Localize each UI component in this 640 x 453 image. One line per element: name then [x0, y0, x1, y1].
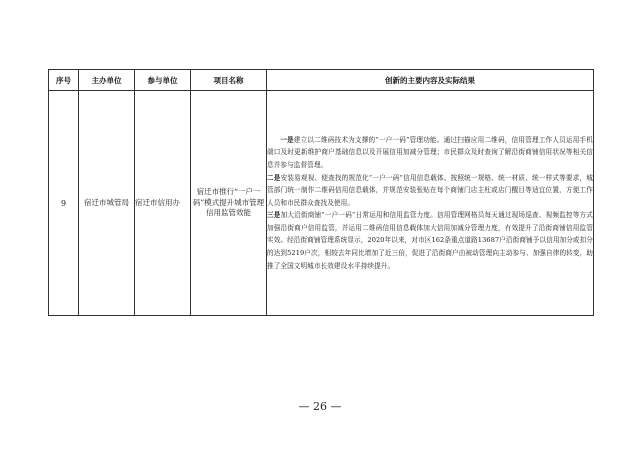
row-content-results: [267, 91, 594, 316]
paragraph-1-lead: 一是: [280, 135, 294, 144]
paragraph-1-text: 建立以二维码技术为支撑的“一户一码”管理功能。通过扫描应用二维码，信用管理工作人员运用手机端口及时更新维护商户基础信息以及开展信用加减分管理；市民群众及时查询了解沿街商铺信用状况等相关信息并参与监督管理。: [267, 135, 593, 169]
content-paragraph-2: [267, 172, 593, 210]
header-participant-unit: 参与单位: [135, 70, 191, 91]
table-header-row: [49, 70, 594, 91]
page-number: — 26 —: [298, 400, 342, 413]
paragraph-3-text: 加大沿街商铺“一户一码”日常运用和信用监管力度。信用管理网格员每天通过现场巡查、视频监控等方式加强沿街商户信用监管，并运用二维码信用信息载体加大信用加减分管理力度，有效提升了沿街商铺信用监管实效。经沿街商铺管理系统显示，2020年以来，对市区162条重点道路13687户沿街商铺予以信用加分或扣分的达到5219户次，相较去年同比增加了近三倍，促进了沿街商户由被动管理向主动参与、加强自律的转变，助推了全国文明城市长效建设水平持续提升。: [267, 211, 593, 270]
paragraph-2-lead: 二是: [267, 173, 281, 182]
header-number: 序号: [49, 70, 79, 91]
header-host-unit: 主办单位: [79, 70, 135, 91]
header-project-name: 项目名称: [191, 70, 267, 91]
table-row: [49, 91, 594, 316]
innovation-table: [48, 69, 594, 316]
row-participant-unit: 宿迁市信用办: [135, 91, 191, 316]
header-content-results: 创新的主要内容及实际结果: [267, 70, 594, 91]
content-paragraph-1: [267, 134, 593, 172]
paragraph-3-lead: 三是: [267, 211, 281, 220]
row-project-name: 宿迁市推行“一户一码”模式提升城市管理信用监管效能: [191, 91, 267, 316]
row-number: 9: [49, 91, 79, 316]
paragraph-2-text: 安装易观视、便查找的规范化“一户一码”信用信息载体。按照统一规格、统一材质、统一样式等要求，城管部门统一制作二维码信用信息载体，并规范安装张贴在每个商铺门店主柱或店门醒目等适宜位置，方便工作人员和市民群众查找及使用。: [267, 173, 593, 207]
content-paragraph-3: [267, 209, 593, 272]
row-host-unit: 宿迁市城管局: [79, 91, 135, 316]
